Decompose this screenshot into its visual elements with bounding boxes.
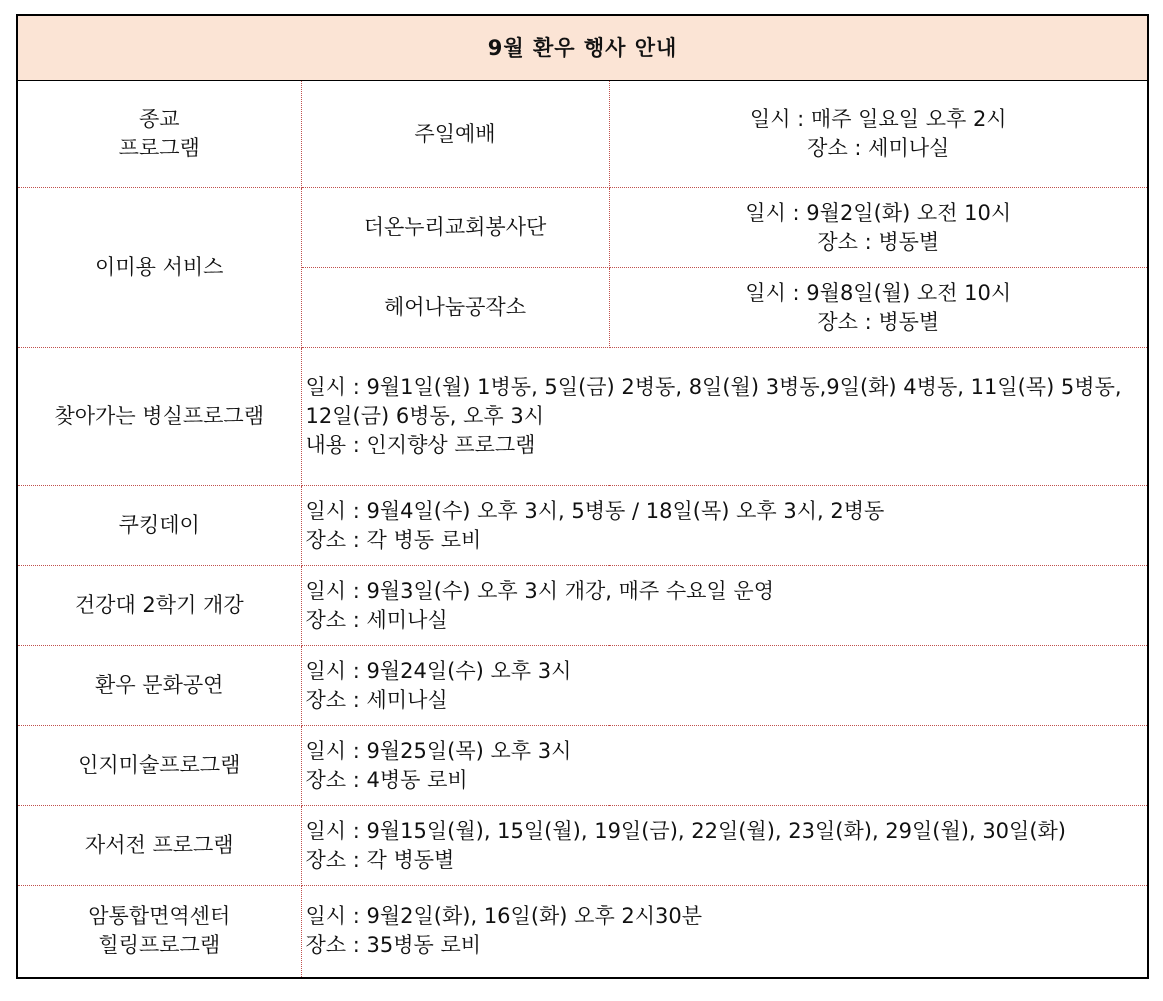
category-cell: 이미용 서비스 bbox=[17, 188, 301, 348]
table-row bbox=[17, 188, 1148, 268]
page-title: 9월 환우 행사 안내 bbox=[17, 15, 1148, 81]
table-row bbox=[17, 726, 1148, 806]
category-label: 힐링프로그램 bbox=[98, 933, 221, 958]
info-cell bbox=[609, 188, 1148, 268]
info-line: 일시 : 9월1일(월) 1병동, 5일(금) 2병동, 8일(월) 3병동,9일(화) 4병동, 11일(목) 5병동, 12일(금) 6병동, 오후 3시 bbox=[305, 375, 1122, 428]
category-label: 프로그램 bbox=[118, 136, 200, 160]
info-cell bbox=[301, 806, 1148, 886]
table-row bbox=[17, 81, 1148, 188]
info-line: 일시 : 매주 일요일 오후 2시 bbox=[749, 107, 1007, 131]
info-cell bbox=[301, 726, 1148, 806]
info-line: 장소 : 세미나실 bbox=[305, 607, 448, 632]
category-cell: 찾아가는 병실프로그램 bbox=[17, 348, 301, 486]
program-name-cell: 헤어나눔공작소 bbox=[301, 268, 609, 348]
info-cell bbox=[301, 646, 1148, 726]
info-cell bbox=[609, 268, 1148, 348]
info-line: 장소 : 병동별 bbox=[817, 229, 940, 254]
info-cell bbox=[301, 566, 1148, 646]
table-row bbox=[17, 566, 1148, 646]
table-row bbox=[17, 646, 1148, 726]
info-line: 일시 : 9월2일(화) 오전 10시 bbox=[745, 200, 1012, 225]
info-cell bbox=[301, 348, 1148, 486]
info-line: 장소 : 4병동 로비 bbox=[305, 767, 468, 792]
info-line: 장소 : 각 병동별 bbox=[305, 847, 455, 872]
category-label: 암통합면역센터 bbox=[88, 904, 231, 929]
info-line: 장소 : 각 병동 로비 bbox=[305, 527, 482, 552]
category-label: 종교 bbox=[138, 107, 180, 131]
event-table bbox=[16, 14, 1149, 979]
info-line: 일시 : 9월3일(수) 오후 3시 개강, 매주 수요일 운영 bbox=[305, 578, 774, 603]
info-line: 장소 : 세미나실 bbox=[807, 136, 950, 160]
category-cell: 자서전 프로그램 bbox=[17, 806, 301, 886]
info-line: 일시 : 9월15일(월), 15일(월), 19일(금), 22일(월), 23일(화), 29일(월), 30일(화) bbox=[305, 818, 1067, 843]
table-row bbox=[17, 348, 1148, 486]
info-line: 내용 : 인지향상 프로그램 bbox=[305, 433, 536, 457]
table-row bbox=[17, 806, 1148, 886]
info-line: 일시 : 9월4일(수) 오후 3시, 5병동 / 18일(목) 오후 3시, 2병동 bbox=[305, 498, 885, 523]
info-line: 일시 : 9월8일(월) 오전 10시 bbox=[745, 280, 1012, 305]
category-cell bbox=[17, 81, 301, 188]
info-cell bbox=[609, 81, 1148, 188]
info-cell bbox=[301, 486, 1148, 566]
program-name-cell: 주일예배 bbox=[301, 81, 609, 188]
category-cell: 인지미술프로그램 bbox=[17, 726, 301, 806]
category-cell bbox=[17, 886, 301, 978]
title-row bbox=[17, 15, 1148, 81]
info-cell bbox=[301, 886, 1148, 978]
event-notice-sheet bbox=[16, 14, 1147, 983]
info-line: 장소 : 35병동 로비 bbox=[305, 933, 482, 958]
info-line: 일시 : 9월25일(목) 오후 3시 bbox=[305, 738, 572, 763]
table-row bbox=[17, 886, 1148, 978]
table-row bbox=[17, 486, 1148, 566]
category-cell: 환우 문화공연 bbox=[17, 646, 301, 726]
category-cell: 쿠킹데이 bbox=[17, 486, 301, 566]
info-line: 장소 : 세미나실 bbox=[305, 687, 448, 712]
category-cell: 건강대 2학기 개강 bbox=[17, 566, 301, 646]
info-line: 장소 : 병동별 bbox=[817, 309, 940, 334]
info-line: 일시 : 9월24일(수) 오후 3시 bbox=[305, 658, 572, 683]
info-line: 일시 : 9월2일(화), 16일(화) 오후 2시30분 bbox=[305, 904, 703, 929]
program-name-cell: 더온누리교회봉사단 bbox=[301, 188, 609, 268]
